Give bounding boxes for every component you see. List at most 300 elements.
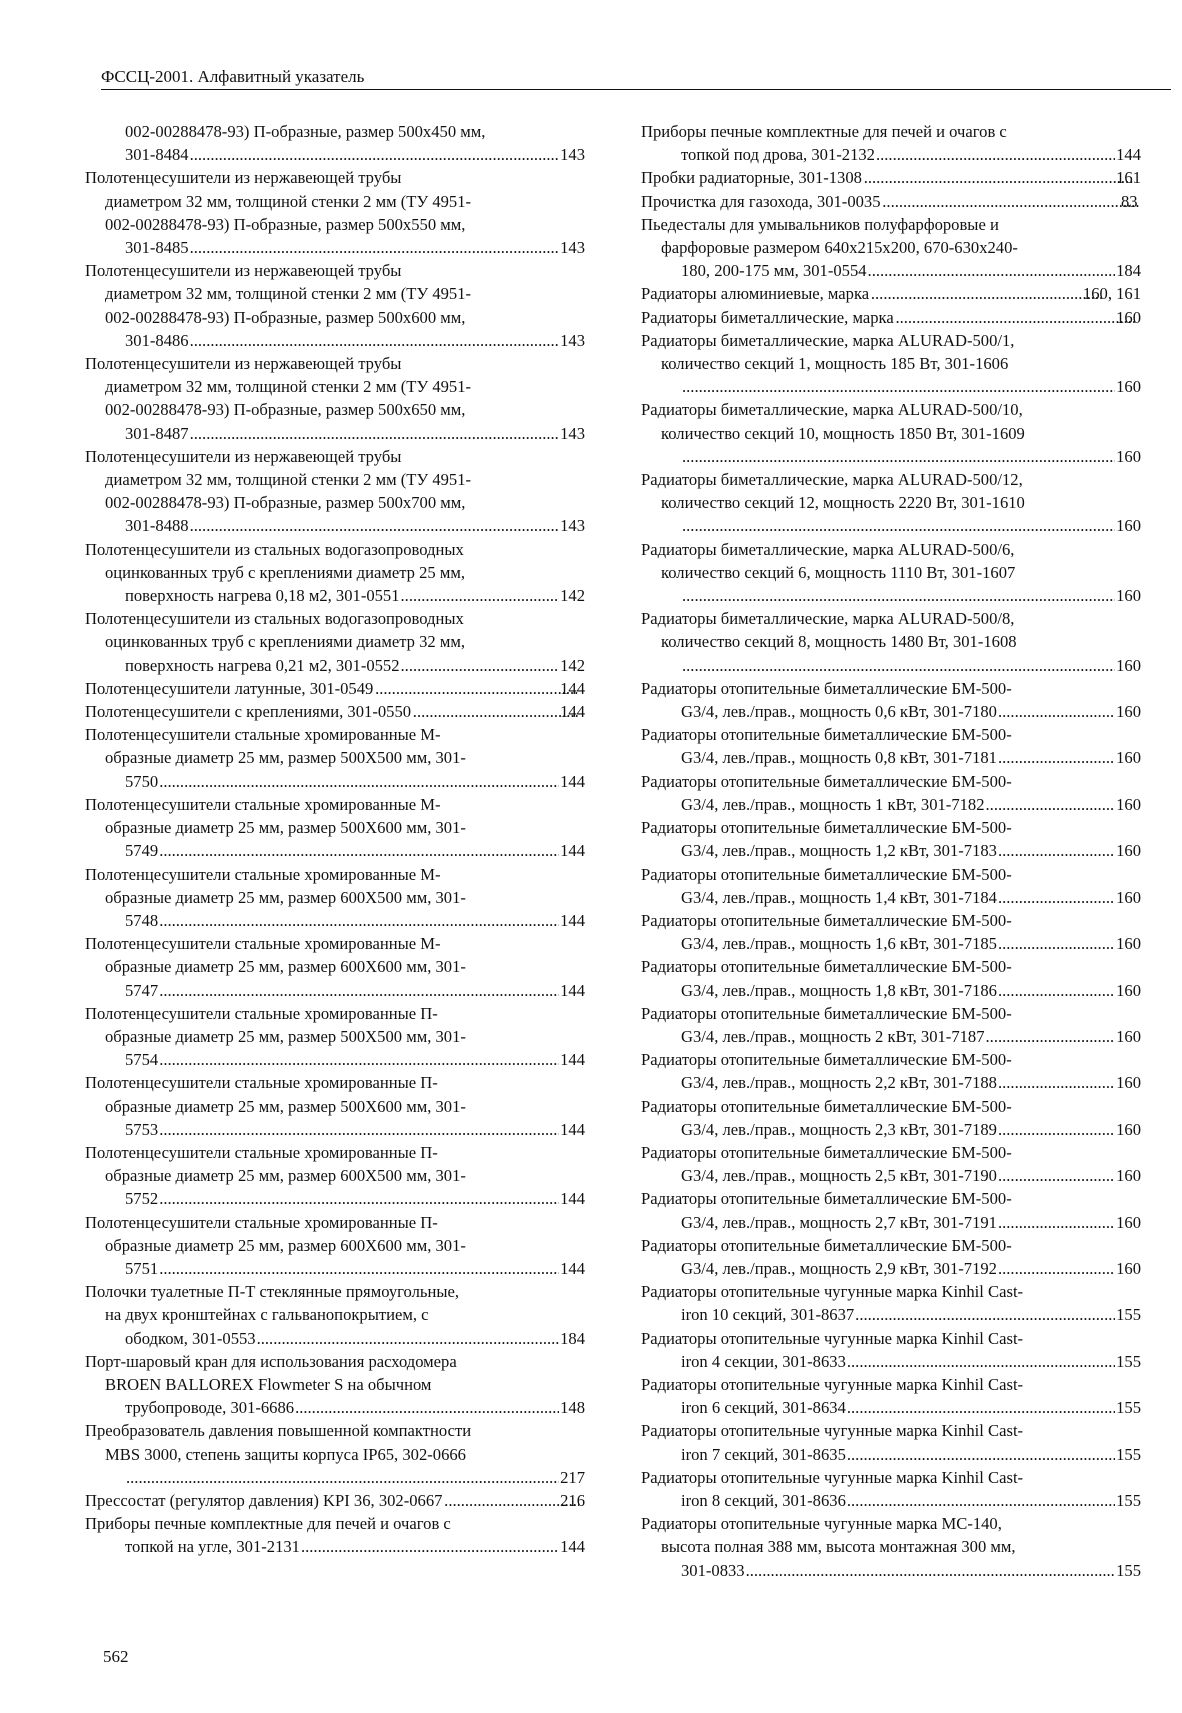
entry-last-line: [125, 1187, 585, 1210]
entry-text-line: Пьедесталы для умывальников полуфарфоровые и: [641, 214, 999, 234]
entry-text: G3/4, лев./прав., мощность 1,6 кВт, 301-7185: [681, 934, 997, 954]
index-entry: [641, 1512, 1141, 1582]
entry-text: 5749: [125, 841, 159, 861]
entry-text-line: Полотенцесушители стальные хромированные М-: [85, 725, 441, 745]
dot-leader: [882, 190, 1140, 213]
index-entry: [641, 1002, 1141, 1048]
entry-text: G3/4, лев./прав., мощность 2,2 кВт, 301-7188: [681, 1073, 997, 1093]
entry-last-line: [125, 1396, 585, 1419]
entry-page-ref: 148: [560, 1398, 585, 1418]
entry-last-line: [125, 1257, 585, 1280]
dot-leader: [998, 700, 1115, 723]
entry-last-line: [681, 1211, 1141, 1234]
index-entry: [641, 955, 1141, 1001]
entry-last-line: [681, 1164, 1141, 1187]
entry-text-line: высота полная 388 мм, высота монтажная 300 мм,: [661, 1537, 1016, 1557]
entry-page-ref: 144: [560, 702, 585, 722]
entry-last-line: [125, 329, 585, 352]
entry-last-line: [125, 584, 585, 607]
index-entry: [641, 398, 1141, 468]
entry-page-ref: 143: [560, 423, 585, 443]
entry-text-line: на двух кронштейнах с гальванопокрытием, с: [105, 1305, 429, 1325]
header-title: ФССЦ-2001. Алфавитный указатель: [101, 67, 365, 86]
entry-text-line: Радиаторы отопительные биметаллические БМ-500-: [641, 818, 1012, 838]
entry-page-ref: 143: [560, 238, 585, 258]
entry-text: G3/4, лев./прав., мощность 2,9 кВт, 301-7192: [681, 1258, 997, 1278]
entry-text-line: Радиаторы отопительные чугунные марка Kinhil Cast-: [641, 1421, 1024, 1441]
entry-last-line: [125, 236, 585, 259]
running-header: [101, 66, 1171, 90]
index-entry: [641, 282, 1141, 305]
entry-last-line: [125, 1118, 585, 1141]
dot-leader: [895, 306, 1135, 329]
entry-text-line: диаметром 32 мм, толщиной стенки 2 мм (ТУ 4951-: [105, 284, 472, 304]
entry-page-ref: 160: [1116, 934, 1141, 954]
entry-text-line: Полотенцесушители стальные хромированные П-: [85, 1073, 438, 1093]
entry-text-line: фарфоровые размером 640х215х200, 670-630х240-: [661, 238, 1018, 258]
entry-text: 301-8485: [125, 238, 189, 258]
entry-text-line: Радиаторы биметаллические, марка ALURAD-500/6,: [641, 539, 1015, 559]
entry-text: iron 10 секций, 301-8637: [681, 1305, 855, 1325]
index-entry: [641, 816, 1141, 862]
entry-text-line: Радиаторы отопительные чугунные марка Kinhil Cast-: [641, 1467, 1024, 1487]
index-entry: [85, 723, 585, 793]
entry-text: G3/4, лев./прав., мощность 2,7 кВт, 301-7191: [681, 1212, 997, 1232]
entry-page-ref: 142: [560, 586, 585, 606]
dot-leader: [159, 1118, 559, 1141]
entry-last-line: [681, 445, 1141, 468]
entry-text-line: Полотенцесушители из стальных водогазопроводных: [85, 609, 464, 629]
dot-leader: [682, 584, 1115, 607]
entry-page-ref: 184: [1116, 261, 1141, 281]
entry-text-line: Приборы печные комплектные для печей и очагов с: [641, 122, 1007, 141]
entry-page-ref: 216: [560, 1490, 585, 1510]
index-entry: [641, 1141, 1141, 1187]
entry-text-line: Радиаторы отопительные биметаллические БМ-500-: [641, 1003, 1012, 1023]
entry-text-line: Радиаторы отопительные биметаллические БМ-500-: [641, 864, 1012, 884]
entry-text: 180, 200-175 мм, 301-0554: [681, 261, 867, 281]
entry-last-line: [85, 1489, 585, 1512]
entry-text: поверхность нагрева 0,21 м2, 301-0552: [125, 655, 400, 675]
entry-last-line: [641, 282, 1141, 305]
entry-text-line: Радиаторы отопительные биметаллические БМ-500-: [641, 910, 1012, 930]
entry-last-line: [641, 306, 1141, 329]
dot-leader: [126, 1466, 559, 1489]
entry-last-line: [681, 886, 1141, 909]
entry-page-ref: 160: [1116, 516, 1141, 536]
index-entry: [641, 166, 1141, 189]
entry-text-line: образные диаметр 25 мм, размер 600Х500 мм, 301-: [105, 887, 466, 907]
index-entry: [105, 120, 585, 166]
dot-leader: [443, 1489, 579, 1512]
entry-text: 5748: [125, 910, 159, 930]
entry-page-ref: 160: [1116, 1073, 1141, 1093]
index-entry: [641, 120, 1141, 166]
entry-page-ref: 143: [560, 516, 585, 536]
index-entry: [641, 1234, 1141, 1280]
dot-leader: [682, 514, 1115, 537]
entry-text: iron 6 секций, 301-8634: [681, 1398, 846, 1418]
dot-leader: [159, 839, 559, 862]
entry-text-line: количество секций 8, мощность 1480 Вт, 301-1608: [661, 632, 1017, 652]
dot-leader: [986, 1025, 1116, 1048]
index-entry: [85, 607, 585, 677]
entry-page-ref: 155: [1116, 1398, 1141, 1418]
entry-last-line: [125, 514, 585, 537]
index-entry: [641, 306, 1141, 329]
entry-last-line: [85, 677, 585, 700]
dot-leader: [190, 143, 560, 166]
entry-text-line: Полотенцесушители из нержавеющей трубы: [85, 354, 402, 374]
entry-text-line: образные диаметр 25 мм, размер 500Х600 мм, 301-: [105, 818, 466, 838]
entry-text-line: Полотенцесушители из стальных водогазопроводных: [85, 539, 464, 559]
entry-text-line: Приборы печные комплектные для печей и очагов с: [85, 1514, 451, 1534]
dot-leader: [998, 979, 1115, 1002]
index-entry: [641, 1373, 1141, 1419]
dot-leader: [746, 1559, 1116, 1582]
entry-text-line: Полотенцесушители из нержавеющей трубы: [85, 168, 402, 188]
entry-text: iron 4 секции, 301-8633: [681, 1351, 846, 1371]
entry-text-line: оцинкованных труб с креплениями диаметр 25 мм,: [105, 562, 466, 582]
entry-last-line: [681, 654, 1141, 677]
index-entry: [85, 932, 585, 1002]
index-entry: [85, 1512, 585, 1558]
dot-leader: [868, 259, 1116, 282]
index-column-left: [85, 120, 585, 1559]
index-entry: [85, 793, 585, 863]
dot-leader: [374, 677, 579, 700]
entry-page-ref: 144: [560, 1189, 585, 1209]
entry-last-line: [641, 166, 1141, 189]
entry-last-line: [681, 1396, 1141, 1419]
entry-text-line: Радиаторы биметаллические, марка ALURAD-500/8,: [641, 609, 1015, 629]
entry-text-line: Полотенцесушители стальные хромированные М-: [85, 934, 441, 954]
entry-last-line: [125, 839, 585, 862]
entry-text-line: образные диаметр 25 мм, размер 500Х600 мм, 301-: [105, 1096, 466, 1116]
dot-leader: [855, 1303, 1115, 1326]
entry-text-line: Радиаторы биметаллические, марка ALURAD-500/10,: [641, 400, 1023, 420]
entry-text-line: Радиаторы отопительные биметаллические БМ-500-: [641, 1050, 1012, 1070]
entry-text-line: Полотенцесушители из нержавеющей трубы: [85, 261, 402, 281]
dot-leader: [847, 1443, 1115, 1466]
dot-leader: [998, 886, 1115, 909]
entry-text-line: Радиаторы отопительные чугунные марка МС-140,: [641, 1514, 1002, 1534]
index-entry: [85, 1350, 585, 1420]
entry-text: Прессостат (регулятор давления) KPI 36, 302-0667: [85, 1490, 443, 1510]
entry-text-line: образные диаметр 25 мм, размер 600Х500 мм, 301-: [105, 1166, 466, 1186]
index-entry: [85, 538, 585, 608]
entry-text-line: 002-00288478-93) П-образные, размер 500х450 мм,: [125, 122, 486, 141]
entry-page-ref: 160: [1116, 748, 1141, 768]
dot-leader: [190, 514, 560, 537]
entry-last-line: [85, 700, 585, 723]
entry-page-ref: 144: [560, 1258, 585, 1278]
entry-text: Полотенцесушители с креплениями, 301-0550: [85, 702, 412, 722]
entry-page-ref: 184: [560, 1328, 585, 1348]
index-entry: [85, 677, 585, 700]
entry-last-line: [125, 1327, 585, 1350]
dot-leader: [159, 909, 559, 932]
entry-text: 5747: [125, 980, 159, 1000]
entry-text-line: BROEN BALLOREX Flowmeter S на обычном: [105, 1374, 432, 1394]
entry-page-ref: 160: [1116, 1258, 1141, 1278]
entry-text-line: Радиаторы биметаллические, марка ALURAD-500/12,: [641, 470, 1023, 490]
index-entry: [85, 1489, 585, 1512]
entry-page-ref: 143: [560, 145, 585, 165]
entry-last-line: [681, 1303, 1141, 1326]
entry-last-line: [125, 143, 585, 166]
entry-page-ref: 144: [560, 841, 585, 861]
index-entry: [85, 166, 585, 259]
entry-text: Полотенцесушители латунные, 301-0549: [85, 678, 374, 698]
entry-last-line: [681, 979, 1141, 1002]
entry-text: 301-0833: [681, 1560, 745, 1580]
dot-leader: [998, 1071, 1115, 1094]
index-entry: [85, 1071, 585, 1141]
dot-leader: [863, 166, 1135, 189]
dot-leader: [159, 979, 559, 1002]
index-entry: [641, 1187, 1141, 1233]
index-entry: [641, 1419, 1141, 1465]
entry-text: 5752: [125, 1189, 159, 1209]
entry-last-line: [681, 143, 1141, 166]
entry-page-ref: 144: [1116, 145, 1141, 165]
dot-leader: [998, 932, 1115, 955]
dot-leader: [257, 1327, 560, 1350]
index-entry: [641, 1327, 1141, 1373]
entry-page-ref: 161: [1116, 168, 1141, 188]
entry-page-ref: 155: [1116, 1444, 1141, 1464]
entry-last-line: [125, 909, 585, 932]
index-entry: [85, 1211, 585, 1281]
entry-page-ref: 160: [1116, 1026, 1141, 1046]
entry-page-ref: 160: [1116, 794, 1141, 814]
entry-page-ref: 143: [560, 330, 585, 350]
entry-text-line: Радиаторы отопительные биметаллические БМ-500-: [641, 725, 1012, 745]
entry-text: G3/4, лев./прав., мощность 0,6 кВт, 301-7180: [681, 702, 997, 722]
entry-page-ref: 144: [560, 678, 585, 698]
entry-last-line: [681, 746, 1141, 769]
entry-page-ref: 144: [560, 1050, 585, 1070]
entry-last-line: [681, 1443, 1141, 1466]
entry-last-line: [681, 1559, 1141, 1582]
index-entry: [641, 723, 1141, 769]
entry-last-line: [125, 1535, 585, 1558]
entry-text: iron 8 секций, 301-8636: [681, 1490, 846, 1510]
entry-last-line: [125, 1466, 585, 1489]
entry-page-ref: 160: [1116, 377, 1141, 397]
index-entry: [641, 1466, 1141, 1512]
entry-page-ref: 160: [1116, 307, 1141, 327]
entry-text-line: 002-00288478-93) П-образные, размер 500х600 мм,: [105, 307, 466, 327]
entry-text: Радиаторы алюминиевые, марка: [641, 284, 870, 304]
entry-last-line: [681, 1257, 1141, 1280]
entry-text-line: Полотенцесушители стальные хромированные П-: [85, 1212, 438, 1232]
entry-text: 5753: [125, 1119, 159, 1139]
entry-page-ref: 160: [1116, 887, 1141, 907]
dot-leader: [190, 422, 560, 445]
entry-page-ref: 155: [1116, 1490, 1141, 1510]
index-entry: [85, 259, 585, 352]
entry-text: 5751: [125, 1258, 159, 1278]
entry-page-ref: 160: [1116, 1119, 1141, 1139]
entry-page-ref: 217: [560, 1467, 585, 1487]
entry-last-line: [681, 1489, 1141, 1512]
entry-text-line: 002-00288478-93) П-образные, размер 500х550 мм,: [105, 214, 466, 234]
index-entry: [641, 329, 1141, 399]
index-entry: [85, 1002, 585, 1072]
entry-text-line: MBS 3000, степень защиты корпуса IP65, 302-0666: [105, 1444, 466, 1464]
entry-text: 301-8484: [125, 145, 189, 165]
entry-page-ref: 155: [1116, 1305, 1141, 1325]
entry-text-line: Полотенцесушители стальные хромированные М-: [85, 794, 441, 814]
index-entry: [85, 352, 585, 445]
entry-text: G3/4, лев./прав., мощность 0,8 кВт, 301-7181: [681, 748, 997, 768]
dot-leader: [998, 1118, 1115, 1141]
entry-page-ref: 142: [560, 655, 585, 675]
entry-text-line: образные диаметр 25 мм, размер 600Х600 мм, 301-: [105, 1235, 466, 1255]
entry-text: G3/4, лев./прав., мощность 1,4 кВт, 301-7184: [681, 887, 997, 907]
entry-page-ref: 160: [1116, 446, 1141, 466]
entry-page-ref: 155: [1116, 1351, 1141, 1371]
entry-text-line: Радиаторы отопительные биметаллические БМ-500-: [641, 1235, 1012, 1255]
entry-last-line: [681, 514, 1141, 537]
dot-leader: [847, 1350, 1115, 1373]
entry-last-line: [681, 1025, 1141, 1048]
entry-page-ref: 144: [560, 771, 585, 791]
entry-page-ref: 144: [560, 1537, 585, 1557]
dot-leader: [847, 1396, 1115, 1419]
entry-text-line: Полотенцесушители стальные хромированные П-: [85, 1003, 438, 1023]
entry-text-line: Радиаторы отопительные чугунные марка Kinhil Cast-: [641, 1374, 1024, 1394]
entry-last-line: [681, 793, 1141, 816]
entry-text-line: Радиаторы биметаллические, марка ALURAD-500/1,: [641, 330, 1015, 350]
entry-text-line: Радиаторы отопительные чугунные марка Kinhil Cast-: [641, 1328, 1024, 1348]
entry-last-line: [125, 654, 585, 677]
entry-last-line: [125, 770, 585, 793]
entry-text-line: количество секций 1, мощность 185 Вт, 301-1606: [661, 354, 1009, 374]
dot-leader: [998, 1257, 1115, 1280]
entry-page-ref: 160: [1116, 655, 1141, 675]
index-entry: [85, 1141, 585, 1211]
entry-text: G3/4, лев./прав., мощность 2,3 кВт, 301-7189: [681, 1119, 997, 1139]
index-entry: [641, 607, 1141, 677]
entry-text: трубопроводе, 301-6686: [125, 1398, 295, 1418]
entry-text-line: 002-00288478-93) П-образные, размер 500х700 мм,: [105, 493, 466, 513]
entry-text: 301-8487: [125, 423, 189, 443]
dot-leader: [876, 143, 1115, 166]
entry-text-line: образные диаметр 25 мм, размер 500Х500 мм, 301-: [105, 1026, 466, 1046]
entry-text-line: Радиаторы отопительные биметаллические БМ-500-: [641, 957, 1012, 977]
entry-page-ref: 144: [560, 980, 585, 1000]
entry-page-ref: 160: [1116, 841, 1141, 861]
entry-text: G3/4, лев./прав., мощность 2,5 кВт, 301-7190: [681, 1166, 997, 1186]
entry-text-line: 002-00288478-93) П-образные, размер 500х650 мм,: [105, 400, 466, 420]
index-entry: [641, 468, 1141, 538]
entry-last-line: [681, 584, 1141, 607]
dot-leader: [998, 839, 1115, 862]
entry-text: Пробки радиаторные, 301-1308: [641, 168, 862, 188]
dot-leader: [682, 375, 1115, 398]
entry-last-line: Прочистка для газохода, 301-0035 ..... 83: [661, 190, 1141, 213]
dot-leader: [301, 1535, 559, 1558]
entry-text-line: диаметром 32 мм, толщиной стенки 2 мм (ТУ 4951-: [105, 191, 472, 211]
entry-last-line: [125, 1048, 585, 1071]
entry-page-ref: 144: [560, 1119, 585, 1139]
dot-leader: [295, 1396, 559, 1419]
index-entry: [85, 445, 585, 538]
entry-text: iron 7 секций, 301-8635: [681, 1444, 846, 1464]
entry-text: топкой на угле, 301-2131: [125, 1537, 300, 1557]
dot-leader: [847, 1489, 1115, 1512]
index-entry: [641, 1048, 1141, 1094]
dot-leader: [682, 445, 1115, 468]
entry-last-line: [681, 839, 1141, 862]
index-entry: [641, 770, 1141, 816]
entry-page-ref: 160: [1116, 1212, 1141, 1232]
entry-last-line: [681, 1350, 1141, 1373]
entry-text-line: образные диаметр 25 мм, размер 500Х500 мм, 301-: [105, 748, 466, 768]
dot-leader: [159, 1187, 559, 1210]
entry-page-ref: 144: [560, 910, 585, 930]
entry-text-line: Радиаторы отопительные биметаллические БМ-500-: [641, 771, 1012, 791]
entry-text-line: диаметром 32 мм, толщиной стенки 2 мм (ТУ 4951-: [105, 470, 472, 490]
entry-page-ref: 160, 161: [1082, 284, 1141, 304]
dot-leader: [986, 793, 1116, 816]
entry-text-line: Радиаторы отопительные биметаллические БМ-500-: [641, 678, 1012, 698]
entry-last-line: [681, 375, 1141, 398]
entry-text-line: количество секций 10, мощность 1850 Вт, 301-1609: [661, 423, 1025, 443]
dot-leader: [401, 654, 560, 677]
entry-page-ref: 160: [1116, 586, 1141, 606]
dot-leader: [998, 1211, 1115, 1234]
page-number: 562: [103, 1647, 129, 1666]
entry-last-line: [681, 1118, 1141, 1141]
entry-text: топкой под дрова, 301-2132: [681, 145, 875, 165]
dot-leader: [190, 329, 560, 352]
index-entry: [641, 863, 1141, 909]
index-entry: [641, 538, 1141, 608]
entry-text-line: Радиаторы отопительные биметаллические БМ-500-: [641, 1096, 1012, 1116]
index-entry: [641, 909, 1141, 955]
entry-text: ободком, 301-0553: [125, 1328, 256, 1348]
entry-text-line: Полотенцесушители стальные хромированные П-: [85, 1142, 438, 1162]
entry-page-ref: 160: [1116, 980, 1141, 1000]
entry-text-line: образные диаметр 25 мм, размер 600Х600 мм, 301-: [105, 957, 466, 977]
entry-text-line: диаметром 32 мм, толщиной стенки 2 мм (ТУ 4951-: [105, 377, 472, 397]
entry-text-line: Радиаторы отопительные биметаллические БМ-500-: [641, 1189, 1012, 1209]
dot-leader: [159, 1048, 559, 1071]
entry-page-ref: 160: [1116, 702, 1141, 722]
entry-text-line: Полотенцесушители стальные хромированные М-: [85, 864, 441, 884]
entry-text-line: Порт-шаровый кран для использования расходомера: [85, 1351, 457, 1371]
dot-leader: [159, 770, 559, 793]
dot-leader: [190, 236, 560, 259]
dot-leader: [682, 654, 1115, 677]
index-entry: [641, 1095, 1141, 1141]
entry-last-line: [681, 932, 1141, 955]
entry-text: G3/4, лев./прав., мощность 1,8 кВт, 301-7186: [681, 980, 997, 1000]
entry-page-ref: 155: [1116, 1560, 1141, 1580]
dot-leader: [159, 1257, 559, 1280]
entry-text: 301-8488: [125, 516, 189, 536]
entry-text: 5750: [125, 771, 159, 791]
dot-leader: [998, 746, 1115, 769]
entry-last-line: [681, 1071, 1141, 1094]
entry-last-line: [125, 979, 585, 1002]
entry-text-line: Полотенцесушители из нержавеющей трубы: [85, 446, 402, 466]
entry-text: Прочистка для газохода, 301-0035: [641, 191, 881, 211]
